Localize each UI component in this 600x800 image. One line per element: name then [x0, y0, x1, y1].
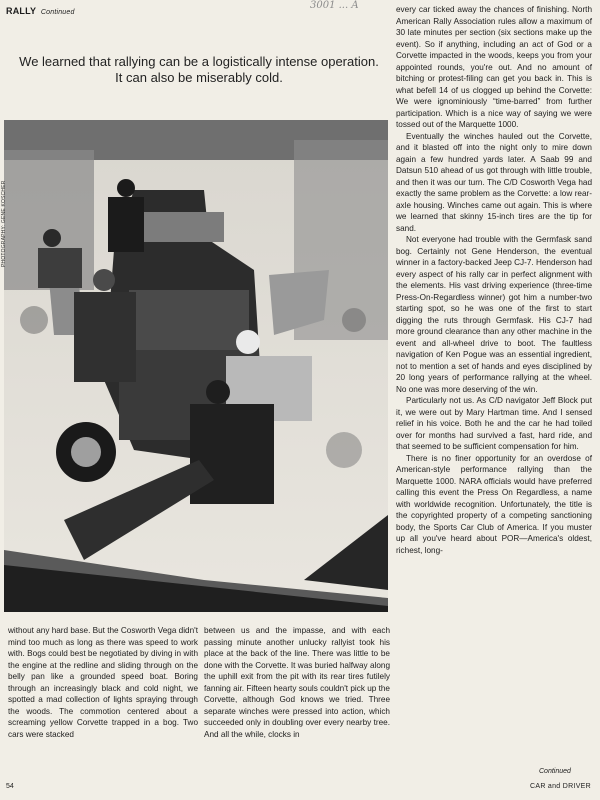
rally-photo: [4, 120, 388, 612]
pull-quote: We learned that rallying can be a logistically intense operation. It can also be miserably cold.: [19, 54, 379, 85]
section-continued: Continued: [40, 9, 75, 16]
paragraph: without any hard base. But the Cosworth Vega didn't mind too much as long as there was speed to work with. Bogs could best be negotiated by diving in with the engine at the redline and sliding through on the belly pan like a grounded speed boat. Boring through an increasingly black and cold night, we spotted a mad collection of lights spraying through the woods. The commotion centered about a screaming yellow Corvette trapped in a bog. Two cars were stacked: [8, 626, 198, 739]
article-right-column: [396, 4, 592, 556]
handwritten-note: 3001 ... A: [310, 0, 359, 11]
section-header: [6, 6, 75, 16]
paragraph: Eventually the winches hauled out the Corvette, and it blasted off into the night only to mire down again a few hundred yards later. A Saab 99 and Datsun 510 ahead of us got through with little trouble, and then it was our turn. The C/D Cosworth Vega had exactly the same problem as the Corvette: a low rear-axle housing. Winches came out again. This is where we learned that skinny 15-inch tires are the tip for sand.: [396, 131, 592, 233]
paragraph: between us and the impasse, and with each passing minute another unlucky rallyist took his place at the back of the line. There was little to be done with the Corvette. It was buried halfway along the uphill exit from the pit with its rear tires futilely fanning air. Fifteen hearty souls couldn't pick up the Corvette, although God knows we tried. Three separate winches were pressed into action, which succeeded only in doubling over every nearby tree. And all the while, clocks in: [204, 626, 390, 739]
magazine-name: CAR and DRIVER: [530, 783, 591, 790]
paragraph: There is no finer opportunity for an overdose of American-style performance rallying than the Marquette 1000. NARA officials would have preferred calling this event the Press On Regardless, a name with worldwide recognition. Unfortunately, the title is the copyrighted property of a competing sanctioning body, the Sports Car Club of America. If you muster up all you've heard about POR—America's oldest, richest, long-: [396, 453, 592, 555]
photo-credit: PHOTOGRAPHY: GENE KOSCHER: [1, 180, 7, 267]
page-number: 54: [6, 783, 14, 790]
section-name: RALLY: [6, 6, 37, 16]
article-bottom-column-1: [8, 625, 198, 740]
article-bottom-column-2: [204, 625, 390, 740]
paragraph: every car ticked away the chances of finishing. North American Rally Association rules allow a maximum of 30 late minutes per section (six sections make up the event). So if anything, including an act of God or a Corvette impacted in the woods, keeps you from your appointed rounds, you're out. And no amount of bitching or protest-filing can get you back in. This is what befell 14 of us clogged up behind the Corvette: We were ignominiously “time-barred” from further participation. Which is a nice way of saying we were tossed out of the Marquette 1000.: [396, 5, 592, 129]
paragraph: Not everyone had trouble with the Germfask sand bog. Certainly not Gene Henderson, the eventual winner in a factory-backed Jeep CJ-7. Henderson had every aspect of his rally car in perfect alignment with the elements. His vast driving experience (three-time Press-On-Regardless winner) got him a number-two starting spot, so he was one of the first to start digging the ruts through Germfask. His CJ-7 had more ground clearance than any other machine in the event and all-wheel drive to boot. The faultless navigation of Ken Pogue was an essential ingredient, not to mention a set of hands and eyes disciplined by 20 long years of performance rallying at the wheel. No one was more deserving of the win.: [396, 235, 592, 394]
paragraph: Particularly not us. As C/D navigator Jeff Block put it, we were out by Mary Hartman time. And I sensed relief in his voice. Both he and the car he had toiled over for months had survived a fast, hard ride, and that seemed to be sufficient compensation for him.: [396, 396, 592, 451]
continued-label: Continued: [539, 768, 571, 775]
photo-illustration: [4, 120, 388, 612]
